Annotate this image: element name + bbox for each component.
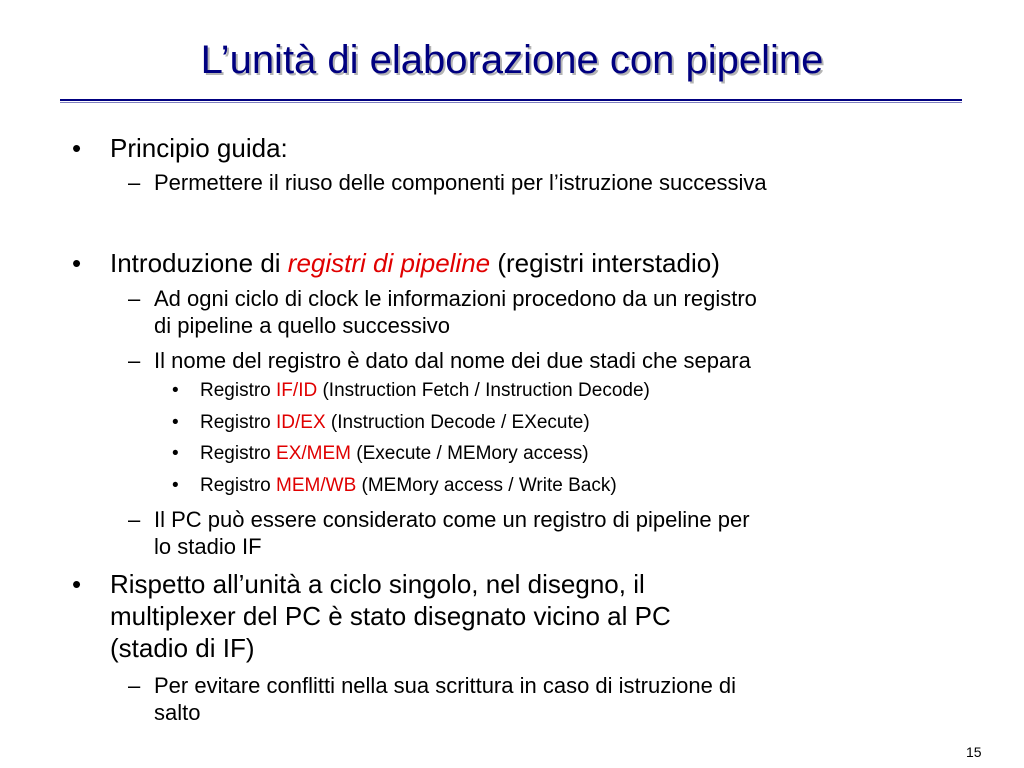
bullet-dot: • — [172, 475, 179, 496]
register-name: IF/ID — [276, 380, 318, 401]
bullet-text-lead: Introduzione di — [110, 248, 288, 278]
register-item — [200, 444, 589, 463]
page-number: 15 — [966, 744, 982, 760]
bullet-text-cont: (stadio di IF) — [110, 633, 255, 663]
register-prefix: Registro — [200, 443, 277, 464]
bullet-text: Principio guida: — [110, 133, 288, 163]
register-item — [200, 413, 590, 432]
register-desc: (Execute / MEMory access) — [350, 443, 589, 464]
sub-bullet-text-cont: lo stadio IF — [154, 534, 262, 559]
register-desc: (Instruction Decode / EXecute) — [325, 412, 590, 433]
bullet-dot: • — [72, 248, 82, 278]
bullet-text-tail: (registri interstadio) — [490, 248, 720, 278]
dash-marker: – — [128, 348, 141, 373]
sub-bullet-text: Per evitare conflitti nella sua scrittura in caso di istruzione di — [154, 673, 737, 698]
bullet-text-cont: multiplexer del PC è stato disegnato vicino al PC — [110, 601, 671, 631]
register-desc: (Instruction Fetch / Instruction Decode) — [317, 380, 650, 401]
bullet-dot: • — [172, 412, 179, 433]
dash-marker: – — [128, 507, 141, 532]
bullet-dot: • — [172, 380, 179, 401]
register-desc: (MEMory access / Write Back) — [356, 475, 617, 496]
dash-marker: – — [128, 673, 141, 698]
register-prefix: Registro — [200, 475, 277, 496]
bullet-text — [110, 250, 720, 276]
slide-title: L’unità di elaborazione con pipeline — [200, 38, 824, 82]
dash-marker: – — [128, 286, 141, 311]
sub-bullet-text: Il nome del registro è dato dal nome dei due stadi che separa — [154, 348, 751, 373]
sub-bullet-text: Il PC può essere considerato come un registro di pipeline per — [154, 507, 750, 532]
highlight-term: registri di pipeline — [287, 248, 491, 278]
bullet-text: Rispetto all’unità a ciclo singolo, nel disegno, il — [110, 569, 645, 599]
register-item — [200, 476, 617, 495]
dash-marker: – — [128, 170, 141, 195]
sub-bullet-text-cont: salto — [154, 700, 201, 725]
bullet-dot: • — [172, 443, 179, 464]
register-name: ID/EX — [276, 412, 326, 433]
bullet-dot: • — [72, 569, 82, 599]
register-prefix: Registro — [200, 380, 277, 401]
sub-bullet-text-cont: di pipeline a quello successivo — [154, 313, 450, 338]
bullet-dot: • — [72, 133, 82, 163]
title-underline — [60, 99, 962, 101]
title-underline-shadow — [60, 102, 962, 103]
register-name: EX/MEM — [276, 443, 351, 464]
sub-bullet-text: Ad ogni ciclo di clock le informazioni procedono da un registro — [154, 286, 757, 311]
register-item — [200, 381, 650, 400]
register-name: MEM/WB — [276, 475, 357, 496]
register-prefix: Registro — [200, 412, 277, 433]
sub-bullet-text: Permettere il riuso delle componenti per l’istruzione successiva — [154, 170, 767, 195]
